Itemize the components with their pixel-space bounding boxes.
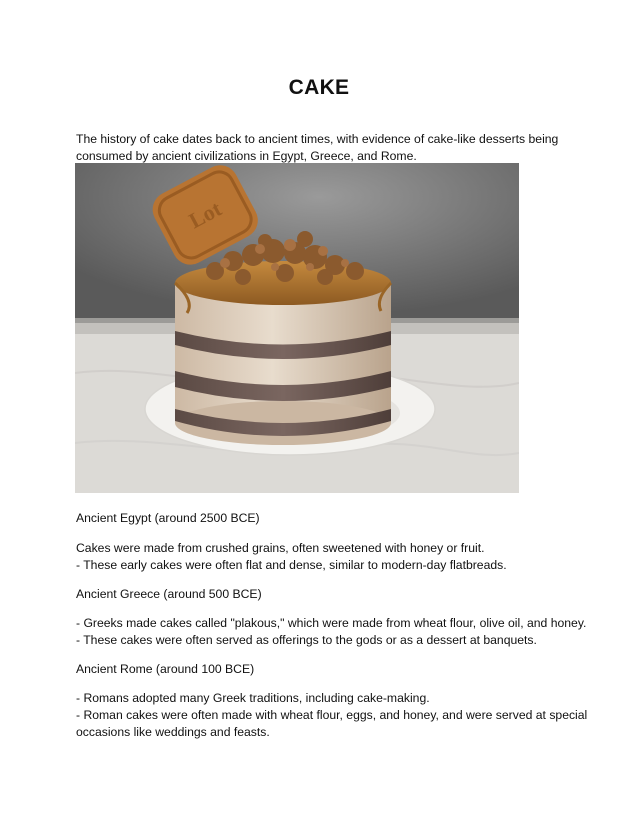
svg-text:Lot: Lot: [184, 195, 226, 234]
egypt-line-2: - These early cakes were often flat and dense, similar to modern-day flatbreads.: [76, 558, 507, 572]
rome-heading: Ancient Rome (around 100 BCE): [76, 662, 255, 676]
egypt-line-1: Cakes were made from crushed grains, often sweetened with honey or fruit.: [76, 541, 485, 555]
page-title: CAKE: [288, 76, 350, 99]
greece-line-2: - These cakes were often served as offerings to the gods or as a dessert at banquets.: [76, 633, 537, 647]
intro-paragraph: The history of cake dates back to ancient times, with evidence of cake-like desserts being consumed by ancient civilizations in Egypt, Greece, and Rome.: [76, 132, 559, 163]
rome-line-2: - Roman cakes were often made with wheat flour, eggs, and honey, and were served at special: [76, 708, 588, 722]
greece-line-1: - Greeks made cakes called "plakous," which were made from wheat flour, olive oil, and honey.: [76, 616, 587, 630]
cake-photo: [75, 163, 519, 493]
rome-line-1: - Romans adopted many Greek traditions, including cake-making.: [76, 691, 430, 705]
egypt-heading: Ancient Egypt (around 2500 BCE): [76, 511, 260, 525]
rome-line-3: occasions like weddings and feasts.: [76, 725, 270, 739]
greece-heading: Ancient Greece (around 500 BCE): [76, 587, 262, 601]
